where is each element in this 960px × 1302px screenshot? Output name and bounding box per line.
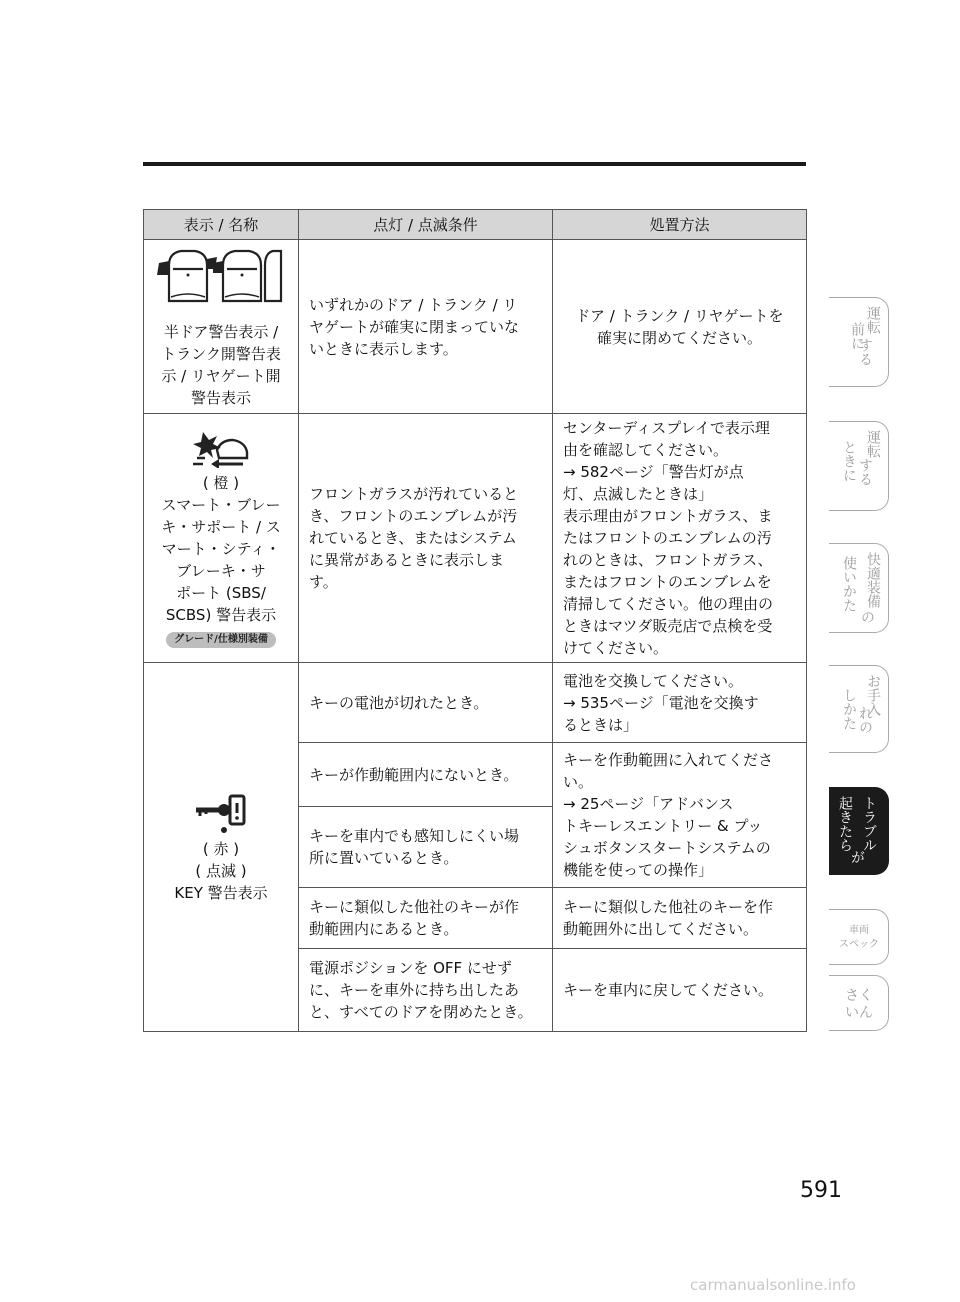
sbs-name-line: ブレーキ・サ (176, 562, 266, 580)
action-line: シュボタンスタートシステムの (563, 839, 771, 857)
tab-label: 車両 (849, 925, 869, 936)
page-number: 591 (800, 1178, 842, 1203)
condition-line: キーの電池が切れたとき。 (309, 693, 489, 712)
table-row (144, 240, 807, 414)
key-out-of-range-condition-cell (299, 743, 553, 807)
sbs-name-line: マート・シティ・ (161, 540, 281, 558)
sbs-name-line: ( 橙 ) (202, 474, 240, 492)
action-line: キーを車内に戻してください。 (563, 981, 774, 999)
action-line: るときは」 (563, 715, 639, 734)
action-line: 動範囲外に出してください。 (563, 920, 759, 938)
action-line: 電池を交換してください。 (563, 671, 744, 690)
action-line: キーを作動範囲に入れてくださ (563, 751, 774, 769)
tab-label: お手入 (865, 674, 881, 716)
tab-maintenance[interactable] (829, 665, 889, 753)
condition-line: き、フロントのエンブレムが汚 (309, 507, 518, 525)
tab-label: の (859, 610, 875, 624)
key-hard-to-detect-condition-cell (299, 807, 553, 888)
condition-line: に異常があるときに表示しま (309, 551, 505, 569)
key-taken-out-condition-cell (299, 949, 553, 1032)
action-line: 機能を使っての操作」 (563, 861, 714, 879)
key-warning-icon (194, 790, 248, 834)
tab-label: ときに (841, 440, 857, 482)
tab-label: スペック (839, 939, 879, 950)
tab-vehicle-specs[interactable] (829, 909, 889, 965)
action-line: トキーレスエントリー & プッ (563, 817, 763, 835)
key-warning-name-cell (144, 663, 299, 1032)
action-line: → 582ページ「警告灯が点 (563, 463, 744, 481)
top-rule (143, 162, 806, 166)
open-door-car-icon (155, 245, 287, 307)
sbs-name-line: スマート・ブレー (161, 496, 281, 514)
action-line: たはフロントのエンブレムの汚 (563, 529, 772, 547)
tab-troubleshooting[interactable] (829, 787, 889, 875)
action-line: ドア / トランク / リヤゲートを (575, 306, 784, 325)
key-name-line: ( 赤 ) (202, 840, 240, 858)
action-line: キーに類似した他社のキーを作 (563, 898, 774, 916)
action-line: センターディスプレイで表示理 (563, 419, 770, 437)
action-line: ときはマツダ販売店で点検を受 (563, 617, 773, 635)
header-condition: 点灯 / 点滅条件 (299, 210, 553, 240)
door-warning-condition-cell (299, 240, 553, 414)
condition-line: 動範囲内にあるとき。 (309, 920, 459, 938)
tab-label: さく (845, 988, 873, 1004)
door-warning-name-line: 示 / リヤゲート開 (161, 366, 281, 385)
tab-comfort-equipment[interactable] (829, 543, 889, 633)
tab-label: 前に (849, 322, 865, 350)
watermark: carmanualsonline.info (690, 1276, 856, 1294)
door-warning-name-line: トランク開警告表 (161, 344, 281, 363)
sbs-warning-condition-cell (299, 414, 553, 663)
action-line: またはフロントのエンブレムを (563, 573, 772, 591)
table-header-row (144, 210, 807, 240)
sbs-warning-name-cell (144, 414, 299, 663)
tab-before-driving[interactable] (829, 297, 889, 387)
tab-label: する (857, 338, 873, 366)
condition-line: す。 (309, 573, 338, 591)
key-battery-action-cell (553, 663, 807, 743)
action-line: 灯、点滅したときは」 (563, 485, 714, 503)
door-warning-name-line: 半ドア警告表示 / (163, 322, 279, 341)
table-row (144, 414, 807, 663)
condition-line: に、キーを車外に持ち出したあ (309, 981, 520, 999)
action-line: 由を確認してください。 (563, 441, 729, 459)
tab-label: 起きたら (837, 796, 853, 852)
table-row (144, 663, 807, 743)
header-display-name: 表示 / 名称 (144, 210, 299, 240)
condition-line: キーが作動範囲内にないとき。 (309, 765, 519, 784)
action-line: れのときは、フロントガラス、 (563, 551, 773, 569)
action-line: けてください。 (563, 639, 669, 657)
condition-line: 所に置いているとき。 (309, 849, 459, 867)
tab-index[interactable] (829, 975, 889, 1031)
key-range-action-cell (553, 743, 807, 888)
tab-label: しかた (841, 688, 857, 730)
sbs-warning-action-cell (553, 414, 807, 663)
condition-line: いずれかのドア / トランク / リ (309, 295, 518, 314)
grade-badge: グレード/仕様別装備 (166, 632, 276, 648)
door-warning-action-cell (553, 240, 807, 414)
action-line: 表示理由がフロントガラス、ま (563, 507, 773, 525)
condition-line: 電源ポジションを OFF にせず (309, 959, 512, 977)
similar-key-action-cell (553, 888, 807, 949)
action-line: 清掃してください。他の理由の (563, 595, 774, 613)
condition-line: ヤゲートが確実に閉まっていな (309, 317, 520, 336)
action-line: → 25ページ「アドバンス (563, 795, 734, 813)
tab-label: 運転 (865, 306, 881, 334)
sbs-name-line: キ・サポート / ス (161, 518, 281, 536)
action-line: 確実に閉めてください。 (596, 328, 762, 347)
sbs-name-line: ポート (SBS/ (176, 584, 266, 602)
condition-line: キーを車内でも感知しにくい場 (309, 827, 520, 845)
action-line: → 535ページ「電池を交換す (563, 693, 759, 712)
tab-label: 使いかた (841, 556, 857, 612)
door-warning-name-line: 警告表示 (190, 388, 251, 407)
condition-line: キーに類似した他社のキーが作 (309, 898, 520, 916)
key-battery-condition-cell (299, 663, 553, 743)
condition-line: いときに表示します。 (309, 339, 458, 358)
key-name-line: KEY 警告表示 (174, 884, 268, 902)
header-action: 処置方法 (553, 210, 807, 240)
tab-label: が (849, 850, 865, 864)
tab-label: 快適装備 (865, 552, 881, 608)
tab-label: いん (845, 1005, 873, 1021)
tab-label: れの (857, 706, 873, 734)
key-name-line: ( 点滅 ) (195, 862, 247, 880)
door-warning-name-cell (144, 240, 299, 414)
tab-label: トラブル (861, 796, 877, 852)
condition-line: フロントガラスが汚れていると (309, 485, 519, 503)
smart-brake-support-icon (191, 428, 251, 468)
tab-when-driving[interactable] (829, 421, 889, 511)
tab-label: する (857, 458, 873, 486)
similar-key-condition-cell (299, 888, 553, 949)
condition-line: と、すべてのドアを閉めたとき。 (309, 1003, 533, 1021)
action-line: い。 (563, 773, 594, 791)
key-taken-out-action-cell (553, 949, 807, 1032)
sbs-name-line: SCBS) 警告表示 (165, 606, 277, 624)
tab-label: 運転 (865, 430, 881, 458)
warning-table (143, 209, 807, 1032)
condition-line: れているとき、またはシステム (309, 529, 517, 547)
